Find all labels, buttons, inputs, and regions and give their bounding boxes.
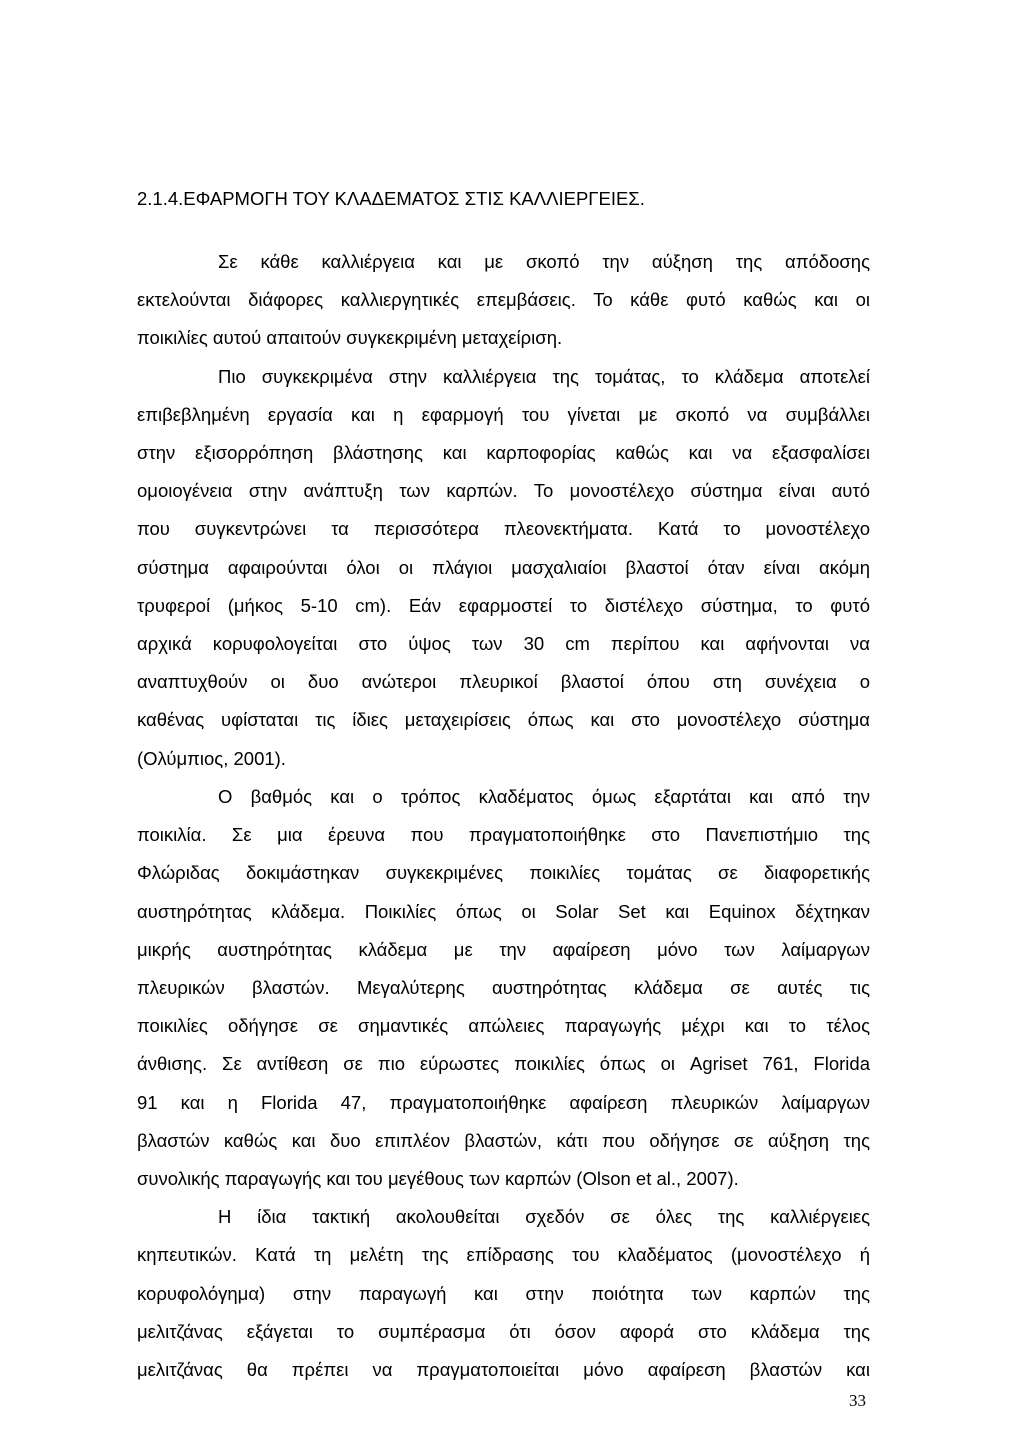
text-line: βλαστών καθώς και δυο επιπλέον βλαστών, κάτι που οδήγησε σε αύξηση της bbox=[137, 1130, 870, 1151]
text-line: κηπευτικών. Κατά τη μελέτη της επίδρασης του κλαδέματος (μονοστέλεχο ή bbox=[137, 1244, 870, 1265]
text-line: ποικιλίες αυτού απαιτούν συγκεκριμένη μεταχείριση. bbox=[137, 327, 563, 348]
text-line: συνολικής παραγωγής και του μεγέθους των καρπών (Olson et al., 2007). bbox=[137, 1168, 739, 1189]
text-line: άνθισης. Σε αντίθεση σε πιο εύρωστες ποικιλίες όπως οι Agriset 761, Florida bbox=[137, 1053, 870, 1074]
text-line: εκτελούνται διάφορες καλλιεργητικές επεμβάσεις. Το κάθε φυτό καθώς και οι bbox=[137, 289, 870, 310]
text-line: κορυφολόγημα) στην παραγωγή και στην ποιότητα των καρπών της bbox=[137, 1283, 870, 1304]
text-line: Η ίδια τακτική ακολουθείται σχεδόν σε όλες της καλλιέργειες bbox=[218, 1206, 870, 1227]
text-line: αυστηρότητας κλάδεμα. Ποικιλίες όπως οι Solar Set και Equinox δέχτηκαν bbox=[137, 901, 870, 922]
text-line: ποικιλίες οδήγησε σε σημαντικές απώλειες παραγωγής μέχρι και το τέλος bbox=[137, 1015, 870, 1036]
text-line: μελιτζάνας εξάγεται το συμπέρασμα ότι όσον αφορά στο κλάδεμα της bbox=[137, 1321, 870, 1342]
text-line: που συγκεντρώνει τα περισσότερα πλεονεκτήματα. Κατά το μονοστέλεχο bbox=[137, 518, 870, 539]
text-line: Σε κάθε καλλιέργεια και με σκοπό την αύξηση της απόδοσης bbox=[218, 251, 870, 272]
section-heading: 2.1.4.ΕΦΑΡΜΟΓΗ ΤΟΥ ΚΛΑΔΕΜΑΤΟΣ ΣΤΙΣ ΚΑΛΛΙΕΡΓΕΙΕΣ. bbox=[137, 188, 645, 209]
text-line: Ο βαθμός και ο τρόπος κλαδέματος όμως εξαρτάται και από την bbox=[218, 786, 870, 807]
text-line: Πιο συγκεκριμένα στην καλλιέργεια της τομάτας, το κλάδεμα αποτελεί bbox=[218, 366, 870, 387]
text-line: στην εξισορρόπηση βλάστησης και καρποφορίας καθώς και να εξασφαλίσει bbox=[137, 442, 870, 463]
text-line: πλευρικών βλαστών. Μεγαλύτερης αυστηρότητας κλάδεμα σε αυτές τις bbox=[137, 977, 870, 998]
text-line: μικρής αυστηρότητας κλάδεμα με την αφαίρεση μόνο των λαίμαργων bbox=[137, 939, 870, 960]
text-line: μελιτζάνας θα πρέπει να πραγματοποιείται μόνο αφαίρεση βλαστών και bbox=[137, 1359, 870, 1380]
text-line: αρχικά κορυφολογείται στο ύψος των 30 cm περίπου και αφήνονται να bbox=[137, 633, 870, 654]
text-line: ποικιλία. Σε μια έρευνα που πραγματοποιήθηκε στο Πανεπιστήμιο της bbox=[137, 824, 870, 845]
text-line: τρυφεροί (μήκος 5-10 cm). Εάν εφαρμοστεί το διστέλεχο σύστημα, το φυτό bbox=[137, 595, 870, 616]
text-line: (Ολύμπιος, 2001). bbox=[137, 748, 286, 769]
text-line: Φλώριδας δοκιμάστηκαν συγκεκριμένες ποικιλίες τομάτας σε διαφορετικής bbox=[137, 862, 870, 883]
text-line: ομοιογένεια στην ανάπτυξη των καρπών. Το μονοστέλεχο σύστημα είναι αυτό bbox=[137, 480, 870, 501]
text-line: 91 και η Florida 47, πραγματοποιήθηκε αφαίρεση πλευρικών λαίμαργων bbox=[137, 1092, 870, 1113]
text-line: σύστημα αφαιρούνται όλοι οι πλάγιοι μασχαλιαίοι βλαστοί όταν είναι ακόμη bbox=[137, 557, 870, 578]
text-line: καθένας υφίσταται τις ίδιες μεταχειρίσεις όπως και στο μονοστέλεχο σύστημα bbox=[137, 709, 870, 730]
text-line: επιβεβλημένη εργασία και η εφαρμογή του γίνεται με σκοπό να συμβάλλει bbox=[137, 404, 870, 425]
page-number: 33 bbox=[849, 1391, 866, 1410]
text-line: αναπτυχθούν οι δυο ανώτεροι πλευρικοί βλαστοί όπου στη συνέχεια ο bbox=[137, 671, 870, 692]
